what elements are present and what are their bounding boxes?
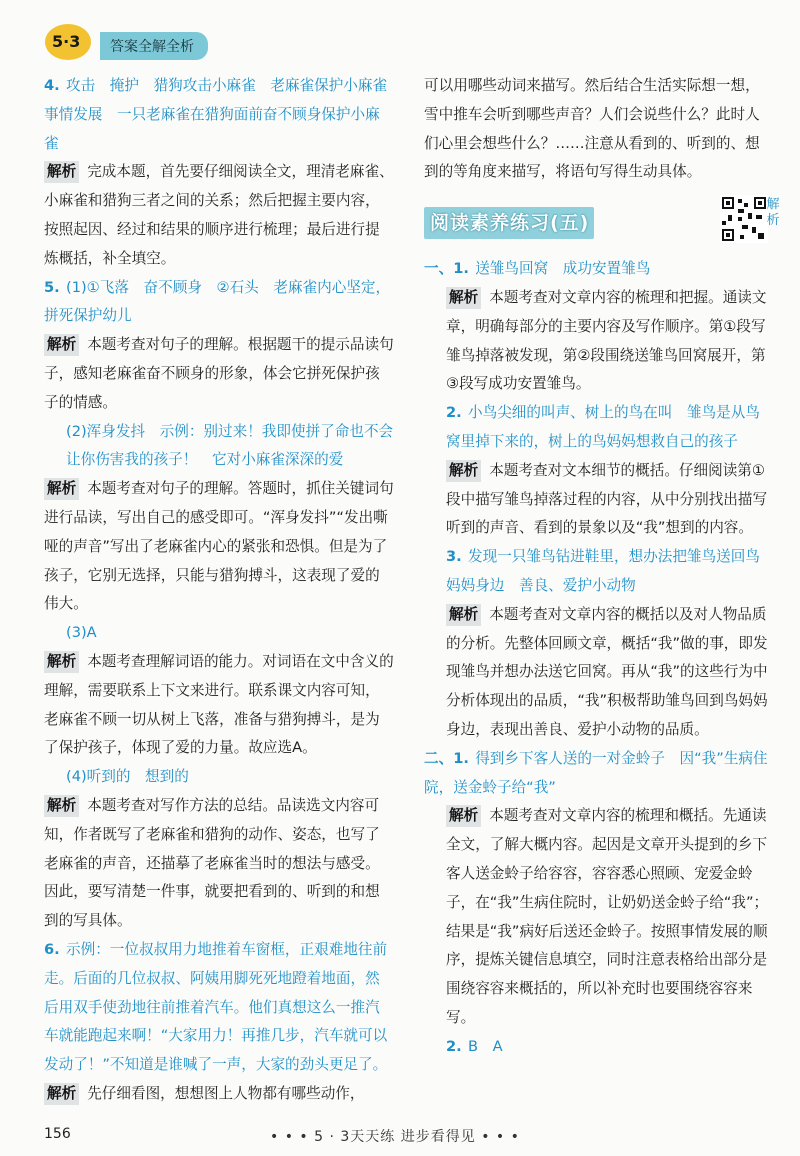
logo-53 [44, 22, 94, 62]
analysis-label: 解析 [446, 287, 481, 309]
analysis-label: 解析 [44, 161, 79, 183]
svg-text:5·3: 5·3 [52, 32, 81, 51]
q5-p3-analysis [44, 648, 394, 763]
q5-p2-answer-text: (2)浑身发抖 示例：别过来！我即使拼了命也不会让你伤害我的孩子！ 它对小麻雀深深的爱 [66, 422, 394, 469]
left-column [44, 72, 402, 1109]
s2-q1-analysis [424, 802, 772, 1032]
q5-p4-analysis-text: 本题考查对写作方法的总结。品读选文内容可知，作者既写了老麻雀和猎狗的动作、姿态，也写了老麻雀的声音，还描摹了老麻雀当时的想法与感受。因此，要写清楚一件事，就要把看到的、听到的和想到的写具体。 [44, 796, 380, 930]
section-title-text: 阅读素养练习(五) [430, 212, 590, 235]
q5-p4-answer [44, 763, 394, 792]
q4-answer-text: 攻击 掩护 猎狗攻击小麻雀 老麻雀保护小麻雀 事情发展 一只老麻雀在猎狗面前奋不顾身保护小麻雀 [44, 77, 402, 152]
s1-q3-analysis [424, 601, 772, 745]
s1-q2-analysis [424, 457, 772, 543]
section-title [424, 197, 780, 245]
q5-p2-answer [44, 418, 394, 476]
q5-p2-analysis [44, 475, 394, 619]
analysis-label: 解析 [446, 805, 481, 827]
s1-q2-number: 2. [446, 404, 462, 422]
q5-p1-answer [44, 274, 394, 332]
qr-label: 解析 [766, 197, 780, 229]
q4-answer [44, 72, 402, 158]
s2-q1-answer-text: 得到乡下客人送的一对金蛉子 因“我”生病住院，送金蛉子给“我” [424, 749, 768, 796]
s1-q2-answer-text: 小鸟尖细的叫声、树上的鸟在叫 雏鸟是从鸟窝里掉下来的，树上的鸟妈妈想救自己的孩子 [446, 404, 760, 450]
section-tag: 答案全解全析 [100, 32, 208, 60]
s2-q2-answer [424, 1033, 772, 1062]
q6-answer [44, 936, 394, 1080]
analysis-label: 解析 [44, 795, 79, 817]
right-column [424, 72, 780, 1062]
s1-q3-analysis-text: 本题考查对文章内容的概括以及对人物品质的分析。先整体回顾文章，概括“我”做的事，即发现雏鸟并想办法送它回窝。再从“我”的这些行为中分析体现出的品质，“我”积极帮助雏鸟回到鸟妈妈身边，表现出善良、爱护小动物的品质。 [446, 605, 768, 738]
q5-p3-answer-text: (3)A [66, 624, 97, 642]
q4-number: 4. [44, 77, 60, 94]
analysis-label: 解析 [44, 651, 79, 673]
s1-q2-answer [424, 399, 772, 457]
section1-label: 一、 [424, 260, 454, 278]
s2-q1-number: 1. [453, 749, 469, 767]
s1-q1-answer-text: 送雏鸟回窝 成功安置雏鸟 [475, 260, 651, 278]
q6-analysis [44, 1080, 394, 1109]
analysis-label: 解析 [446, 460, 481, 482]
page-number: 156 [44, 1126, 71, 1142]
q4-analysis-text: 完成本题，首先要仔细阅读全文，理清老麻雀、小麻雀和猎狗三者之间的关系；然后把握主要内容，按照起因、经过和结果的顺序进行梳理；最后进行提炼概括，补全填空。 [44, 163, 394, 267]
q6-number: 6. [44, 940, 60, 958]
q6-analysis-continued: 可以用哪些动词来描写。然后结合生活实际想一想，雪中推车会听到哪些声音？人们会说些什么？此时人们心里会想些什么？……注意从看到的、听到的、想到的等角度来描写，将语句写得生动具体。 [424, 77, 760, 181]
s1-q2-analysis-text: 本题考查对文本细节的概括。仔细阅读第①段中描写雏鸟掉落过程的内容，从中分别找出描写听到的声音、看到的景象以及“我”想到的内容。 [446, 461, 768, 537]
q6-analysis-text: 先仔细看图，想想图上人物都有哪些动作， [87, 1084, 365, 1102]
footer [0, 1124, 800, 1148]
s1-q1-number: 1. [453, 260, 469, 278]
analysis-label: 解析 [44, 1083, 79, 1105]
q5-p1-analysis-text: 本题考查对句子的理解。根据题干的提示品读句子，感知老麻雀奋不顾身的形象，体会它拼死保护孩子的情感。 [44, 336, 394, 411]
s1-q1-analysis [424, 284, 772, 399]
s2-q1-answer [424, 745, 772, 803]
q5-number: 5. [44, 278, 60, 296]
analysis-label: 解析 [44, 334, 79, 356]
s2-q2-number: 2. [446, 1037, 462, 1055]
q5-p3-analysis-text: 本题考查理解词语的能力。对词语在文中含义的理解，需要联系上下文来进行。联系课文内容可知，老麻雀不顾一切从树上飞落，准备与猎狗搏斗，是为了保护孩子，体现了爱的力量。故应选A。 [44, 652, 394, 757]
q5-p4-answer-text: (4)听到的 想到的 [66, 768, 189, 786]
qr-code-icon[interactable] [720, 195, 768, 243]
q4-analysis [44, 158, 394, 273]
q5-p1-analysis [44, 331, 394, 417]
s1-q3-answer [424, 543, 772, 601]
s1-q3-number: 3. [446, 548, 462, 566]
analysis-label: 解析 [44, 478, 79, 500]
s1-q3-answer-text: 发现一只雏鸟钻进鞋里，想办法把雏鸟送回鸟妈妈身边 善良、爱护小动物 [446, 548, 760, 594]
analysis-label: 解析 [446, 604, 481, 626]
q5-p3-answer [44, 619, 394, 648]
q5-p2-analysis-text: 本题考查对句子的理解。答题时，抓住关键词句进行品读，写出自己的感受即可。“浑身发抖”“发出嘶哑的声音”写出了老麻雀内心的紧张和恐惧。但是为了孩子，它别无选择，只能与猎狗搏斗，这表现了爱的伟大。 [44, 480, 394, 613]
q5-p1-answer-text: (1)①飞落 奋不顾身 ②石头 老麻雀内心坚定，拼死保护幼儿 [44, 278, 391, 325]
s2-q2-answer-text: B A [468, 1037, 503, 1055]
footer-slogan: • • • 5 · 3天天练 进步看得见 • • • [270, 1129, 520, 1145]
q6-answer-text: 示例：一位叔叔用力地推着车窗框，正艰难地往前走。后面的几位叔叔、阿姨用脚死死地蹬着地面，然后用双手使劲地往前推着汽车。他们真想这么一推汽车就能跑起来啊！“大家用力！再推几步，汽车就可以发动了！”不知道是谁喊了一声，大家的劲头更足了。 [44, 940, 388, 1074]
s2-q1-analysis-text: 本题考查对文章内容的梳理和概括。先通读全文，了解大概内容。起因是文章开头提到的乡下客人送金蛉子给容容，容容悉心照顾、宠爱金蛉子，在“我”生病住院时，让奶奶送金蛉子给“我”；结果是“我”病好后送还金蛉子。按照事情发展的顺序，提炼关键信息填空，同时注意表格给出部分是围绕容容来概括的，所以补充时也要围绕容容来写。 [446, 807, 769, 1026]
s1-q1-answer [424, 255, 772, 284]
q5-p4-analysis [44, 792, 394, 936]
s1-q1-analysis-text: 本题考查对文章内容的梳理和把握。通读文章，明确每部分的主要内容及写作顺序。第①段写雏鸟掉落被发现，第②段围绕送雏鸟回窝展开，第③段写成功安置雏鸟。 [446, 288, 767, 393]
section2-label: 二、 [424, 749, 454, 767]
